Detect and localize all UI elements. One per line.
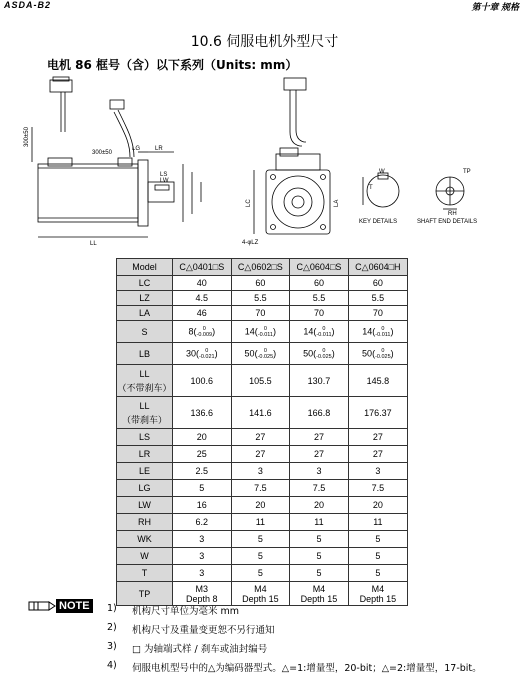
note-item <box>107 603 482 622</box>
note-text: 机构尺寸单位为毫米 mm <box>132 606 240 617</box>
cell-subvalue: Depth 15 <box>359 593 397 604</box>
table-cell <box>231 429 290 446</box>
cell-value: 2.5 <box>195 466 209 476</box>
row-label <box>117 514 173 531</box>
cell-value: M3 <box>195 583 209 594</box>
cell-value: 40 <box>196 278 207 288</box>
table-cell <box>290 291 349 306</box>
key-details-label: KEY DETAILS <box>359 219 398 225</box>
row-label-text: LR <box>138 449 151 459</box>
section-title: 10.6 伺服电机外型尺寸 <box>190 34 339 50</box>
cell-value: 5.5 <box>312 293 326 303</box>
row-label <box>117 343 173 365</box>
table-cell <box>173 397 232 429</box>
row-label-text: LS <box>138 432 150 442</box>
tolerance-bracket: ) <box>273 347 277 358</box>
note-text: □ 为轴端式样 / 刹车或油封编号 <box>132 644 268 655</box>
row-label <box>117 291 173 306</box>
table-cell <box>231 365 290 397</box>
table-cell <box>231 514 290 531</box>
cell-value: 3 <box>257 466 263 476</box>
cell-value: 5 <box>375 551 381 561</box>
cell-value: M4 <box>254 583 267 594</box>
table-cell <box>348 397 407 429</box>
table-cell <box>231 548 290 565</box>
row-label-text: WK <box>137 534 152 544</box>
row-label <box>117 582 173 606</box>
table-cell <box>290 446 349 463</box>
dimension-table <box>116 258 408 606</box>
cell-value: 5.5 <box>254 293 267 303</box>
tolerance-lower: -0.021 <box>198 353 215 360</box>
cell-value: 11 <box>255 517 266 527</box>
table-cell <box>173 582 232 606</box>
tolerance-bracket: ( <box>313 347 317 358</box>
table-cell <box>173 480 232 497</box>
table-cell <box>348 582 407 606</box>
table-cell <box>173 446 232 463</box>
table-header-model: Model <box>117 259 173 276</box>
cell-value: 50 <box>303 347 314 358</box>
table-cell <box>290 397 349 429</box>
table-row <box>117 365 408 397</box>
table-cell <box>348 548 407 565</box>
tolerance <box>258 326 273 338</box>
tolerance-upper: 0 <box>322 325 326 332</box>
tolerance-lower: -0.009 <box>196 331 213 338</box>
cell-value: 166.8 <box>307 407 331 418</box>
rh-label: RH <box>448 211 457 217</box>
cell-value: 105.5 <box>249 375 272 386</box>
tolerance-bracket: ( <box>372 325 376 336</box>
tolerance-bracket: ( <box>193 325 197 336</box>
tolerance-upper: 0 <box>202 325 206 332</box>
table-row <box>117 446 408 463</box>
row-label-text: W <box>140 551 149 561</box>
tolerance <box>375 326 390 338</box>
cell-value: 70 <box>313 308 324 318</box>
table-cell <box>348 321 407 343</box>
cell-subvalue: Depth 15 <box>300 593 338 604</box>
cell-value: 14 <box>303 325 314 336</box>
cell-value: 20 <box>313 500 324 510</box>
table-cell <box>348 565 407 582</box>
cell-value: 27 <box>255 432 266 442</box>
lc-label: LC <box>246 199 252 207</box>
cell-value: 11 <box>373 517 383 527</box>
cell-value: 7.5 <box>312 483 326 493</box>
tolerance <box>257 347 277 360</box>
tolerance-lower: -0.025 <box>375 353 391 360</box>
tolerance-bracket: ) <box>272 325 276 336</box>
side-lead-label: 300±50 <box>24 127 30 147</box>
table-header-col: C△0401□S <box>173 259 232 276</box>
cell-subvalue: Depth 8 <box>186 593 218 604</box>
tolerance-bracket: ( <box>313 325 317 336</box>
table-row <box>117 480 408 497</box>
row-label <box>117 365 173 397</box>
row-label-text: LC <box>138 278 151 288</box>
table-row <box>117 306 408 321</box>
row-label-text: LG <box>138 483 151 493</box>
table-cell <box>348 514 407 531</box>
table-cell <box>231 343 290 365</box>
table-cell <box>173 565 232 582</box>
row-label-text: LL <box>139 368 150 379</box>
tolerance-bracket: ) <box>212 325 216 336</box>
table-cell <box>290 276 349 291</box>
cell-value: 5.5 <box>371 293 385 303</box>
row-label <box>117 497 173 514</box>
tolerance <box>316 348 332 360</box>
table-cell <box>231 463 290 480</box>
table-cell <box>231 306 290 321</box>
row-label <box>117 306 173 321</box>
row-label <box>117 321 173 343</box>
row-label <box>117 276 173 291</box>
note-item <box>107 622 482 641</box>
subtitle: 电机 86 框号（含）以下系列（Units: mm） <box>47 58 298 72</box>
tolerance-lower: -0.011 <box>375 331 391 338</box>
table-cell <box>290 343 349 365</box>
table-row <box>117 582 408 606</box>
cell-value: M4 <box>371 583 385 594</box>
table-row <box>117 548 408 565</box>
table-cell <box>173 291 232 306</box>
cell-value: 20 <box>372 500 383 510</box>
cell-value: 50 <box>244 347 255 358</box>
table-row <box>117 276 408 291</box>
table-cell <box>173 514 232 531</box>
table-cell <box>173 531 232 548</box>
top-connector-plug <box>50 80 72 92</box>
cell-value: 5 <box>375 568 381 578</box>
front-flange <box>266 170 330 234</box>
row-label <box>117 531 173 548</box>
table-row <box>117 343 408 365</box>
table-cell <box>290 582 349 606</box>
row-label-text: LA <box>138 308 150 318</box>
tolerance <box>316 326 331 338</box>
table-row <box>117 321 408 343</box>
row-label <box>117 548 173 565</box>
cell-value: 141.6 <box>249 407 272 418</box>
table-cell <box>290 480 349 497</box>
tolerance-bracket: ) <box>331 325 335 336</box>
table-cell <box>231 565 290 582</box>
table-cell <box>290 514 349 531</box>
table-header-col: C△0602□S <box>231 259 290 276</box>
cell-value: 27 <box>255 449 266 459</box>
table-cell <box>348 463 407 480</box>
table-cell <box>290 306 349 321</box>
tolerance-lower: -0.011 <box>257 331 273 338</box>
tolerance-bracket: ( <box>195 347 199 358</box>
tolerance-lower: -0.025 <box>316 353 332 360</box>
row-label <box>117 397 173 429</box>
row-label <box>117 429 173 446</box>
cell-value: 6.2 <box>195 517 209 527</box>
motor-side-view <box>20 72 235 247</box>
note-number: 2) <box>107 622 117 633</box>
cell-value: 50 <box>362 347 373 358</box>
tolerance <box>375 348 391 360</box>
table-cell <box>290 321 349 343</box>
row-label <box>117 565 173 582</box>
cell-value: 4.5 <box>195 293 209 303</box>
table-row <box>117 463 408 480</box>
table-cell <box>290 531 349 548</box>
table-cell <box>348 429 407 446</box>
lr-label: LR <box>155 146 163 152</box>
table-row <box>117 497 408 514</box>
pencil-icon <box>28 599 56 613</box>
tolerance-bracket: ) <box>214 347 218 358</box>
cell-value: 136.6 <box>190 407 214 418</box>
table-cell <box>290 365 349 397</box>
cell-value: 20 <box>255 500 266 510</box>
cell-value: 25 <box>196 449 207 459</box>
note-text: 伺服电机型号中的△为编码器型式。△=1:增量型，20-bit；△=2:增量型，17-bit。 <box>132 663 482 674</box>
cell-value: 70 <box>372 308 383 318</box>
cell-value: 3 <box>199 568 205 578</box>
cell-value: 5 <box>316 534 322 544</box>
row-label <box>117 463 173 480</box>
table-cell <box>348 291 407 306</box>
row-label-text: LB <box>138 348 150 359</box>
note-label: NOTE <box>56 599 93 613</box>
cell-subvalue: Depth 15 <box>242 593 279 604</box>
cell-value: 5 <box>257 551 263 561</box>
row-label-text: TP <box>138 588 151 599</box>
table-cell <box>173 365 232 397</box>
row-label <box>117 446 173 463</box>
table-cell <box>173 463 232 480</box>
table-row <box>117 397 408 429</box>
table-cell <box>173 497 232 514</box>
table-cell <box>173 306 232 321</box>
row-label-text: S <box>141 326 148 337</box>
tolerance-upper: 0 <box>322 347 326 354</box>
cell-value: 7.5 <box>254 483 267 493</box>
cell-value: 5 <box>199 483 205 493</box>
table-cell <box>231 480 290 497</box>
tolerance-bracket: ) <box>331 347 335 358</box>
tolerance-upper: 0 <box>205 347 209 354</box>
table-row <box>117 565 408 582</box>
cell-value: 60 <box>255 278 266 288</box>
key-detail-circle <box>367 175 399 207</box>
cell-value: 20 <box>196 432 207 442</box>
table-cell <box>231 397 290 429</box>
motor-body <box>38 164 138 222</box>
ls-label: LS <box>160 172 168 178</box>
cell-value: 27 <box>313 432 324 442</box>
note-item <box>107 641 482 660</box>
cell-value: 11 <box>314 517 324 527</box>
cell-value: 27 <box>313 449 324 459</box>
row-label-text: T <box>141 568 148 578</box>
table-row <box>117 429 408 446</box>
note-number: 3) <box>107 641 117 652</box>
cell-value: 5 <box>316 568 322 578</box>
table-cell <box>348 497 407 514</box>
table-cell <box>348 480 407 497</box>
tolerance-bracket: ( <box>372 347 376 358</box>
header-product: ASDA-B2 <box>4 0 52 10</box>
cell-value: 3 <box>375 466 381 476</box>
cell-value: 5 <box>257 568 263 578</box>
cell-value: 60 <box>372 278 383 288</box>
cell-value: 5 <box>257 534 263 544</box>
tp-label: TP <box>463 169 471 175</box>
cell-value: 5 <box>375 534 381 544</box>
table-cell <box>231 446 290 463</box>
table-cell <box>348 306 407 321</box>
row-label-subtext: （带刹车） <box>121 414 167 425</box>
pilot-circle <box>272 176 324 228</box>
cell-value: 16 <box>196 500 207 510</box>
table-row <box>117 291 408 306</box>
row-label <box>117 480 173 497</box>
cell-value: M4 <box>312 583 326 594</box>
detail-views <box>355 165 495 230</box>
tolerance-upper: 0 <box>263 347 267 354</box>
cell-value: 27 <box>372 432 383 442</box>
note-text: 机构尺寸及重量变更恕不另行通知 <box>132 625 275 636</box>
lw-label: LW <box>160 178 169 184</box>
note-number: 1) <box>107 603 117 614</box>
cell-value: 3 <box>316 466 322 476</box>
tolerance-upper: 0 <box>381 325 385 332</box>
table-cell <box>290 565 349 582</box>
tolerance <box>199 348 215 360</box>
lg-label: LG <box>132 146 141 152</box>
table-cell <box>348 531 407 548</box>
tolerance-upper: 0 <box>263 325 267 332</box>
cell-value: 3 <box>199 551 205 561</box>
table-cell <box>348 276 407 291</box>
cell-value: 27 <box>372 449 383 459</box>
cell-value: 176.37 <box>364 407 392 418</box>
table-cell <box>231 497 290 514</box>
lz-label: 4-φLZ <box>242 240 259 246</box>
row-label-text: LZ <box>139 293 150 303</box>
tolerance-bracket: ) <box>390 347 394 358</box>
tolerance-upper: 0 <box>381 347 385 354</box>
table-cell <box>348 365 407 397</box>
cell-value: 60 <box>313 278 324 288</box>
tolerance-bracket: ) <box>390 325 394 336</box>
cell-value: 145.8 <box>366 375 390 386</box>
table-cell <box>173 429 232 446</box>
note-item <box>107 660 482 679</box>
tolerance-lower: -0.011 <box>316 331 332 338</box>
cell-value: 46 <box>196 308 207 318</box>
table-header-col: C△0604□S <box>290 259 349 276</box>
top-lead-label: 300±50 <box>92 150 112 156</box>
notes-list <box>107 603 482 679</box>
table-row <box>117 531 408 548</box>
table-header-col: C△0604□H <box>348 259 407 276</box>
cell-value: 30 <box>185 347 196 358</box>
table-cell <box>231 582 290 606</box>
header-chapter: 第十章 规格 <box>471 2 519 12</box>
table-cell <box>348 343 407 365</box>
table-cell <box>290 497 349 514</box>
tolerance-bracket: ( <box>254 347 258 358</box>
row-label-subtext: （不带刹车） <box>117 382 172 393</box>
cell-value: 5 <box>316 551 322 561</box>
table-cell <box>290 429 349 446</box>
table-cell <box>290 463 349 480</box>
table-cell <box>231 321 290 343</box>
table-cell <box>290 548 349 565</box>
row-label-text: RH <box>138 517 151 527</box>
cell-value: 8 <box>188 325 194 336</box>
motor-front-view <box>240 72 350 247</box>
w-label: W <box>379 169 385 175</box>
row-label-text: LL <box>139 400 150 411</box>
table-cell <box>348 446 407 463</box>
table-cell <box>173 548 232 565</box>
row-label-text: LE <box>138 466 150 476</box>
tolerance-lower: -0.025 <box>257 353 274 360</box>
note-number: 4) <box>107 660 117 671</box>
table-cell <box>231 291 290 306</box>
cell-value: 14 <box>362 325 373 336</box>
cell-value: 70 <box>255 308 266 318</box>
tolerance <box>196 326 212 338</box>
motor-flange <box>138 160 148 226</box>
tolerance-bracket: ( <box>254 325 258 336</box>
note-badge <box>28 599 93 613</box>
cell-value: 100.6 <box>190 375 214 386</box>
ll-label: LL <box>90 241 97 247</box>
table-cell <box>231 531 290 548</box>
table-cell <box>173 321 232 343</box>
row-label-text: LW <box>138 500 151 510</box>
cell-value: 3 <box>199 534 205 544</box>
table-row <box>117 514 408 531</box>
table-cell <box>173 343 232 365</box>
cell-value: 14 <box>244 325 255 336</box>
t-label: T <box>369 185 373 191</box>
table-cell <box>173 276 232 291</box>
table-cell <box>231 276 290 291</box>
la-label: LA <box>334 199 340 207</box>
cell-value: 130.7 <box>307 375 331 386</box>
cell-value: 7.5 <box>371 483 385 493</box>
shaft-end-details-label: SHAFT END DETAILS <box>417 219 478 225</box>
